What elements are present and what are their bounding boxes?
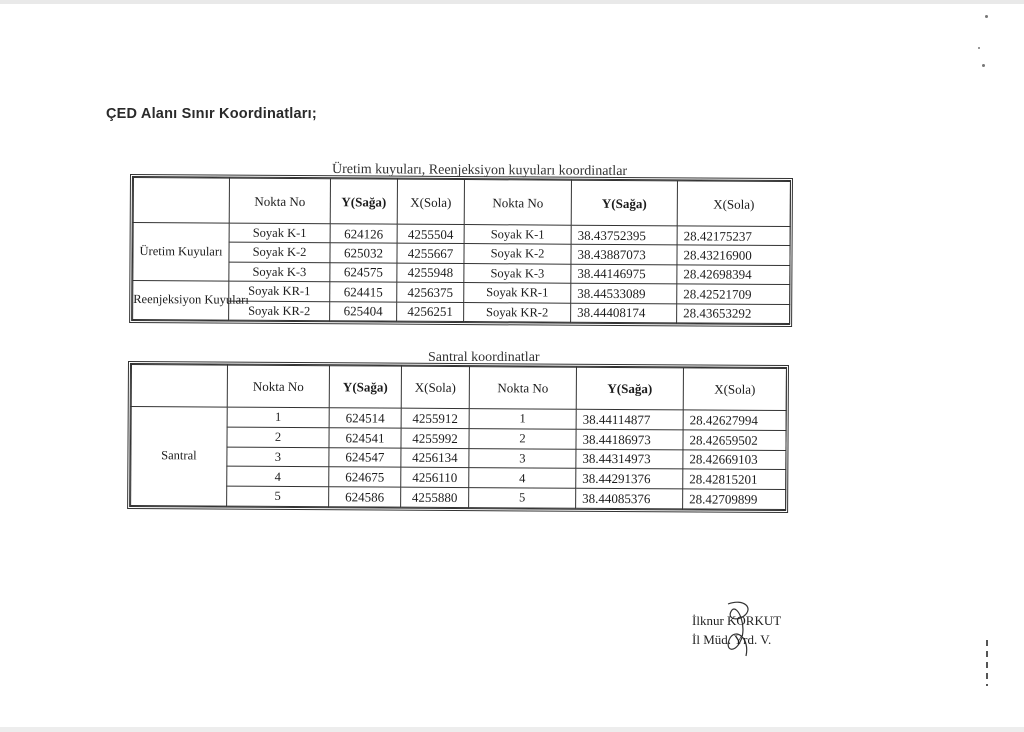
table-cell: 38.44408174 xyxy=(571,303,677,323)
table-cell: 4255504 xyxy=(397,224,464,244)
table-cell: 624126 xyxy=(330,224,397,244)
table-cell: 1 xyxy=(227,407,329,427)
wells-coordinates-table xyxy=(129,174,793,327)
table-cell: 4255880 xyxy=(401,487,469,507)
table-cell: 4 xyxy=(227,466,329,486)
table-cell: 28.43653292 xyxy=(677,303,790,323)
scan-speck xyxy=(985,15,988,18)
table-cell: Soyak KR-2 xyxy=(464,302,571,322)
table-cell: 28.42521709 xyxy=(677,284,790,304)
signatory-name: İlknur KORKUT xyxy=(692,613,782,628)
table-cell: 38.44314973 xyxy=(576,449,683,469)
table-cell: 38.43752395 xyxy=(571,225,677,245)
table-cell: 28.42627994 xyxy=(683,410,786,430)
table-cell: 4256375 xyxy=(397,282,464,302)
table-cell: Soyak K-3 xyxy=(229,262,330,282)
row-group-label-santral: Santral xyxy=(131,407,228,507)
table1-header-x-sola: X(Sola) xyxy=(397,179,464,224)
table1-header-y-saga-geo: Y(Sağa) xyxy=(571,180,677,226)
table-cell: 28.42698394 xyxy=(677,265,790,285)
table-cell: 28.42815201 xyxy=(683,469,786,489)
table-cell: 3 xyxy=(227,447,329,467)
table2-header-empty xyxy=(131,365,227,408)
table-cell: 624415 xyxy=(330,282,397,302)
table-cell: 38.44533089 xyxy=(571,283,677,303)
table-cell: 624514 xyxy=(329,408,401,428)
table-cell: 4255667 xyxy=(397,244,464,264)
table-cell: Soyak KR-1 xyxy=(229,281,330,301)
table2-header-nokta-no-geo: Nokta No xyxy=(469,367,576,410)
table-row xyxy=(133,281,790,304)
table-cell: 38.44114877 xyxy=(576,409,683,429)
row-group-label-uretim: Üretim Kuyuları xyxy=(133,223,229,282)
table-cell: 38.44291376 xyxy=(576,469,683,489)
table-cell: 624586 xyxy=(329,487,401,507)
table-cell: 28.42175237 xyxy=(677,226,790,246)
table-cell: 4 xyxy=(469,468,576,488)
margin-mark xyxy=(986,640,988,686)
table-cell: 2 xyxy=(227,427,329,447)
table2-header-x-sola-geo: X(Sola) xyxy=(683,368,786,411)
table-cell: 4256110 xyxy=(401,468,469,488)
table1-header-nokta-no: Nokta No xyxy=(229,178,330,224)
table-cell: 1 xyxy=(469,409,576,429)
page-edge-bottom xyxy=(0,727,1024,732)
table2-header-y-saga-geo: Y(Sağa) xyxy=(576,367,683,410)
signature-block xyxy=(692,611,781,649)
scan-speck xyxy=(978,47,980,49)
table1-caption: Üretim kuyuları, Reenjeksiyon kuyuları koordinatlar xyxy=(331,161,628,180)
table-cell: Soyak K-2 xyxy=(229,242,330,262)
table2-header-row xyxy=(131,365,786,411)
table-cell: 5 xyxy=(227,486,329,506)
plant-coordinates-table xyxy=(127,361,789,513)
signatory-title: İl Müd. Yrd. V. xyxy=(692,632,772,647)
table1-header-nokta-no-geo: Nokta No xyxy=(464,180,571,226)
page-edge-top xyxy=(0,0,1024,4)
table-row xyxy=(131,486,786,510)
row-group-label-reenjeksiyon: Reenjeksiyon Kuyuları xyxy=(133,281,229,320)
table-cell: 28.43216900 xyxy=(677,245,790,265)
table-cell: 4256134 xyxy=(401,448,469,468)
table-cell: 28.42709899 xyxy=(683,489,786,509)
table-cell: Soyak K-2 xyxy=(464,244,571,264)
table-cell: Soyak K-1 xyxy=(464,225,571,245)
table-cell: 624541 xyxy=(329,428,401,448)
table-cell: 3 xyxy=(469,448,576,468)
table2-header-y-saga: Y(Sağa) xyxy=(329,366,401,408)
table2-header-x-sola: X(Sola) xyxy=(401,366,469,408)
table-cell: Soyak K-3 xyxy=(464,263,571,283)
table-cell: 2 xyxy=(469,428,576,448)
document-heading: ÇED Alanı Sınır Koordinatları; xyxy=(106,106,317,122)
table-cell: Soyak K-1 xyxy=(229,223,330,243)
table-cell: 625032 xyxy=(330,243,397,263)
table1-header-x-sola-geo: X(Sola) xyxy=(677,181,790,227)
table1-header-y-saga: Y(Sağa) xyxy=(330,179,397,224)
table-cell: 4255912 xyxy=(401,408,469,428)
table-cell: 38.44146975 xyxy=(571,264,677,284)
table-cell: 624675 xyxy=(329,467,401,487)
table-cell: 38.44085376 xyxy=(576,488,683,508)
table-cell: 28.42659502 xyxy=(683,430,786,450)
table-cell: 4255992 xyxy=(401,428,469,448)
table-cell: Soyak KR-1 xyxy=(464,283,571,303)
table1-header-empty xyxy=(133,178,229,224)
table-cell: 5 xyxy=(469,488,576,508)
table-cell: 624547 xyxy=(329,447,401,467)
table-cell: 4256251 xyxy=(397,302,464,322)
table1-header-row xyxy=(133,178,790,227)
scan-speck xyxy=(982,64,985,67)
table-cell: 38.43887073 xyxy=(571,245,677,265)
table-cell: 4255948 xyxy=(397,263,464,283)
table2-caption: Santral koordinatlar xyxy=(428,350,540,365)
table-cell: Soyak KR-2 xyxy=(229,301,330,321)
table-cell: 624575 xyxy=(330,263,397,283)
table2-header-nokta-no: Nokta No xyxy=(227,365,329,408)
table-cell: 625404 xyxy=(330,301,397,321)
table-cell: 38.44186973 xyxy=(576,429,683,449)
table-cell: 28.42669103 xyxy=(683,449,786,469)
